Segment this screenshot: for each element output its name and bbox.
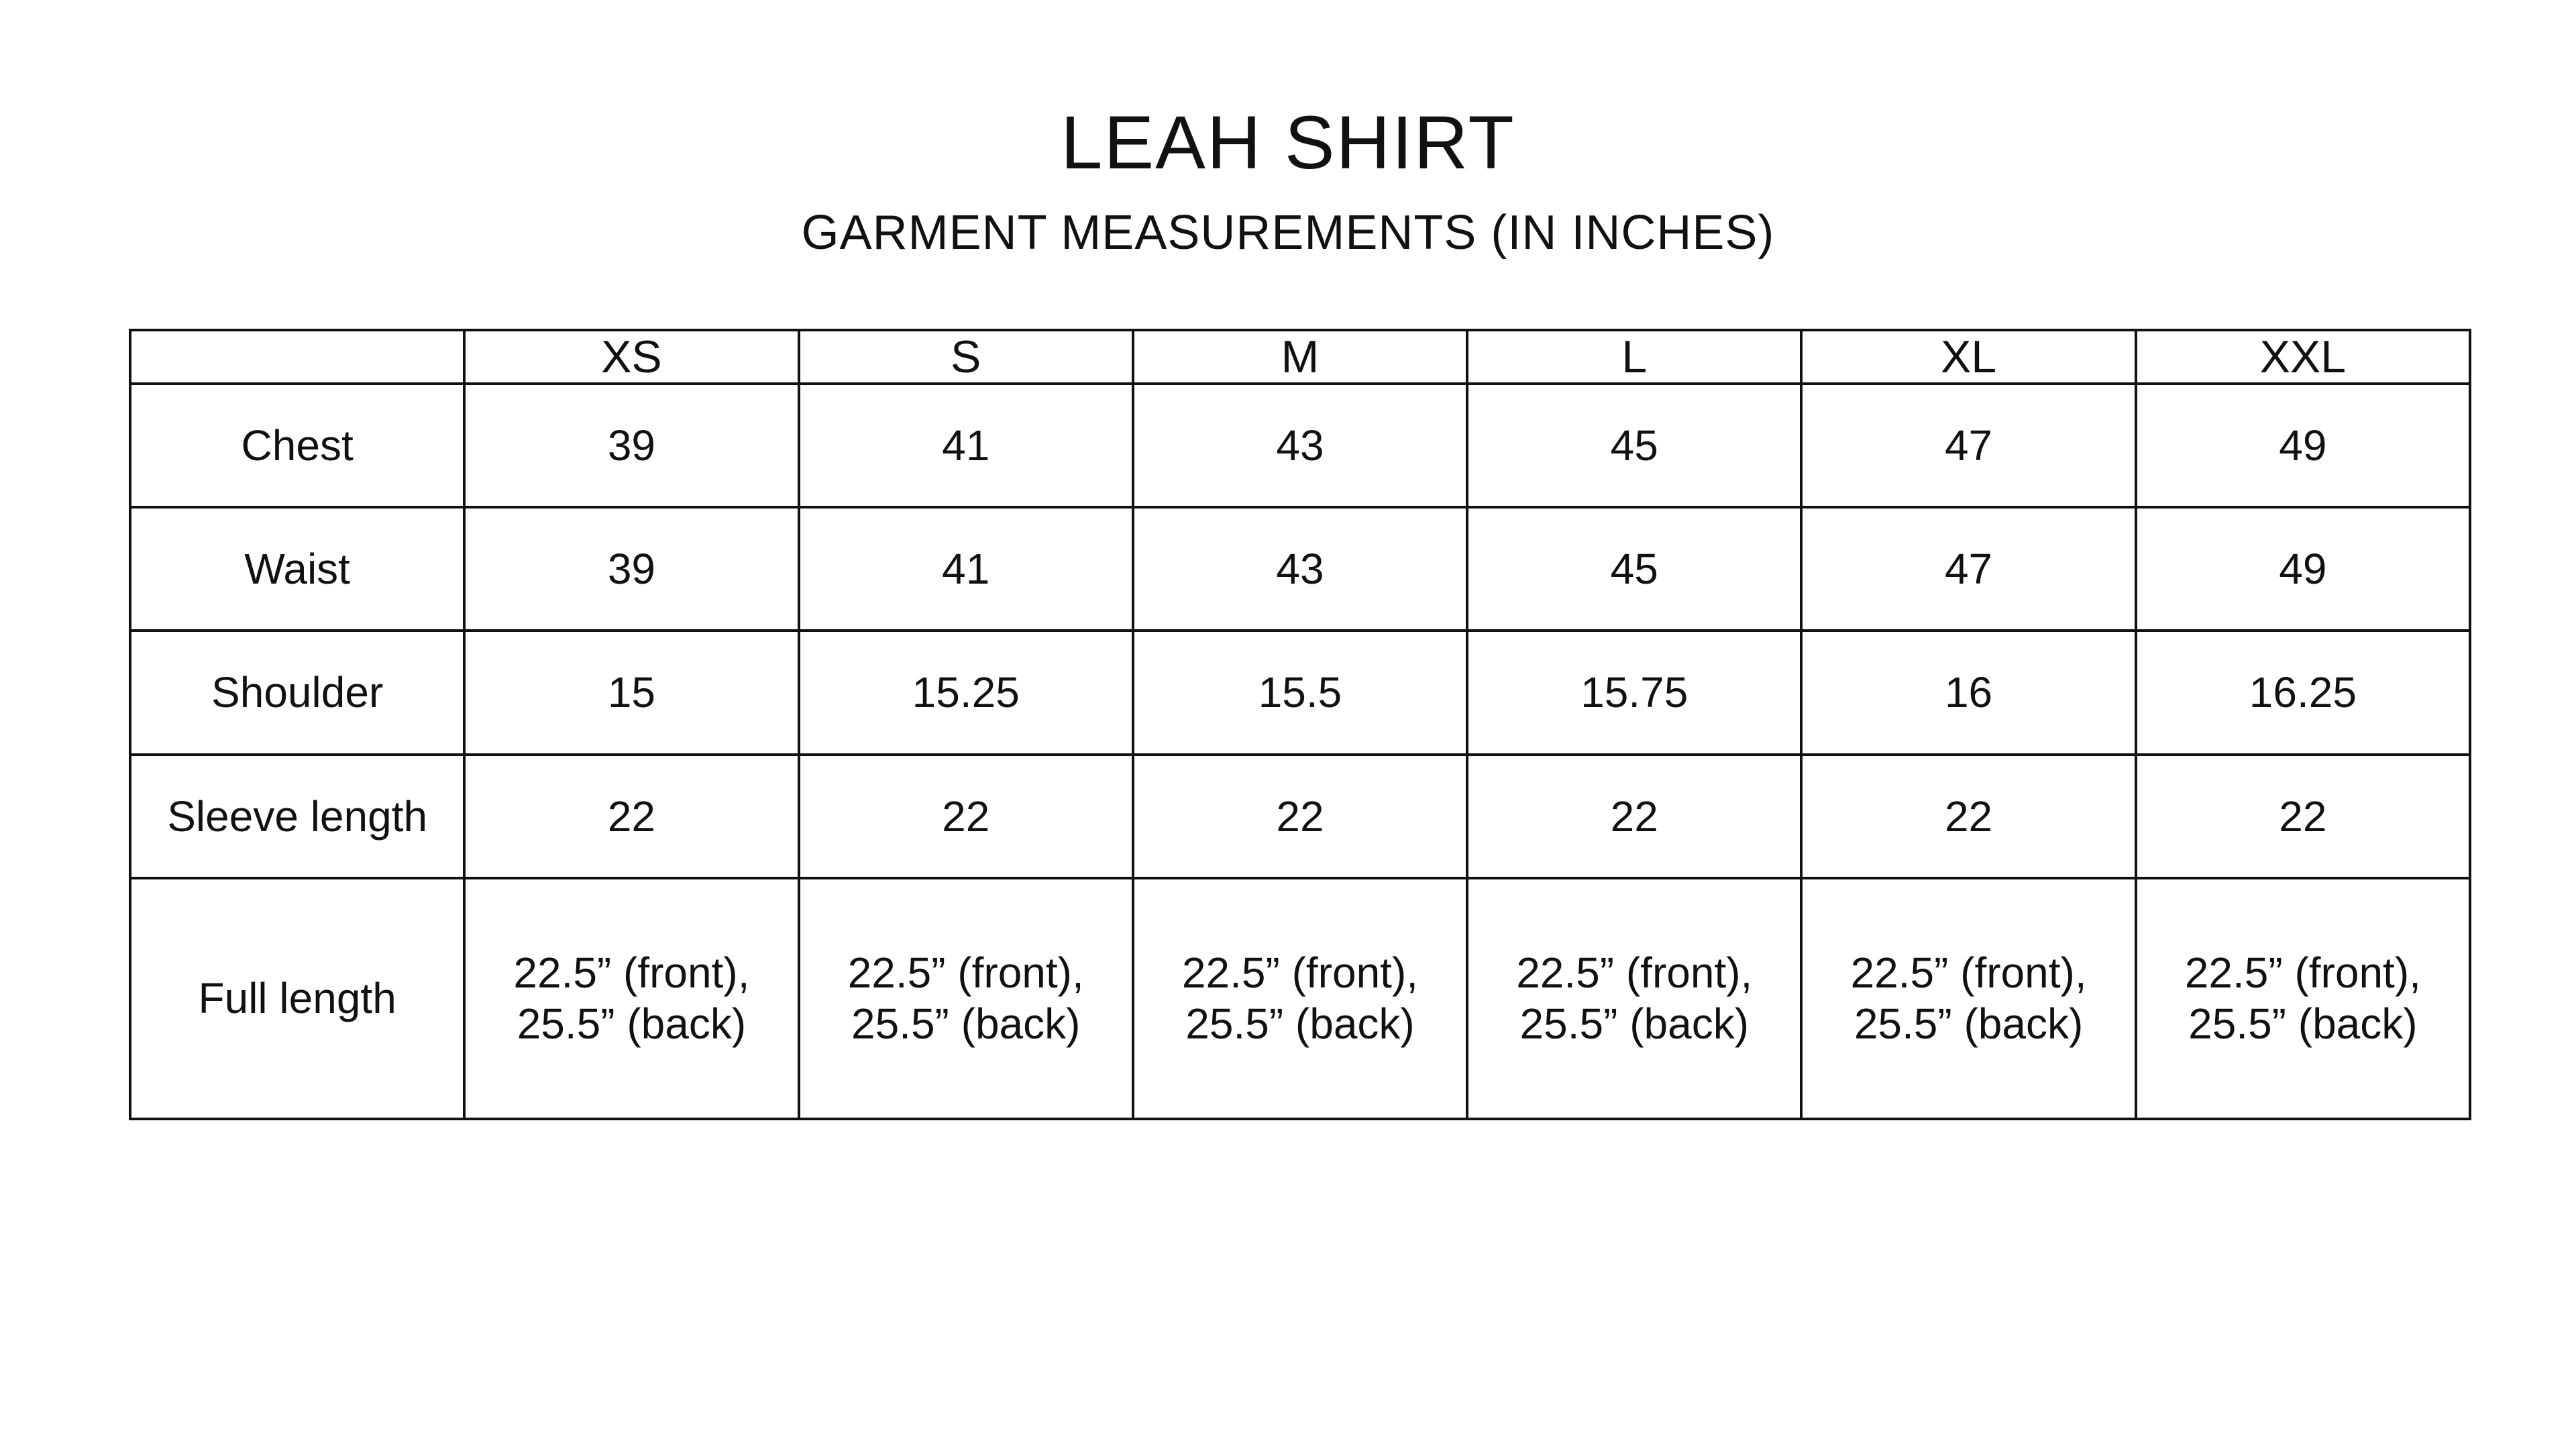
table-cell [1467, 878, 1801, 1119]
table-row-waist [130, 507, 2470, 631]
header-size-xs: XS [464, 330, 798, 384]
table-cell: 45 [1467, 507, 1801, 631]
table-cell: 16.25 [2136, 631, 2470, 754]
page-subtitle: GARMENT MEASUREMENTS (IN INCHES) [801, 206, 1775, 260]
row-label-waist: Waist [130, 507, 464, 631]
table-cell: 15 [464, 631, 798, 754]
table-cell [1133, 878, 1467, 1119]
full-length-front: 22.5” (front), [513, 949, 750, 998]
table-cell: 22 [799, 755, 1133, 878]
table-cell: 43 [1133, 384, 1467, 507]
table-cell: 39 [464, 507, 798, 631]
full-length-back: 25.5” (back) [1185, 1000, 1415, 1049]
row-label-chest: Chest [130, 384, 464, 507]
full-length-back: 25.5” (back) [851, 1000, 1081, 1049]
table-cell [2136, 878, 2470, 1119]
header-size-l: L [1467, 330, 1801, 384]
header-size-s: S [799, 330, 1133, 384]
table-cell [1801, 878, 2135, 1119]
table-cell: 41 [799, 384, 1133, 507]
table-cell: 22 [1467, 755, 1801, 878]
table-cell: 15.25 [799, 631, 1133, 754]
table-cell [464, 878, 798, 1119]
table-cell: 22 [464, 755, 798, 878]
header-size-xxl: XXL [2136, 330, 2470, 384]
full-length-front: 22.5” (front), [1181, 949, 1419, 998]
table-row-shoulder [130, 631, 2470, 754]
table-cell: 22 [2136, 755, 2470, 878]
table-header-row [130, 330, 2470, 384]
full-length-back: 25.5” (back) [517, 1000, 747, 1049]
table-cell: 22 [1133, 755, 1467, 878]
table-cell: 45 [1467, 384, 1801, 507]
full-length-back: 25.5” (back) [1519, 1000, 1749, 1049]
row-label-shoulder: Shoulder [130, 631, 464, 754]
table-cell: 49 [2136, 507, 2470, 631]
table-row-chest [130, 384, 2470, 507]
table-cell: 41 [799, 507, 1133, 631]
table-row-sleeve-length [130, 755, 2470, 878]
table-cell [799, 878, 1133, 1119]
full-length-front: 22.5” (front), [1516, 949, 1753, 998]
header-size-xl: XL [1801, 330, 2135, 384]
row-label-full-length: Full length [130, 878, 464, 1119]
full-length-front: 22.5” (front), [847, 949, 1084, 998]
table-cell: 22 [1801, 755, 2135, 878]
table-cell: 49 [2136, 384, 2470, 507]
table-cell: 15.75 [1467, 631, 1801, 754]
row-label-sleeve-length: Sleeve length [130, 755, 464, 878]
table-row-full-length [130, 878, 2470, 1119]
table-cell: 16 [1801, 631, 2135, 754]
full-length-front: 22.5” (front), [1850, 949, 2087, 998]
table-cell: 47 [1801, 384, 2135, 507]
header-size-m: M [1133, 330, 1467, 384]
full-length-back: 25.5” (back) [2188, 1000, 2418, 1049]
table-cell: 15.5 [1133, 631, 1467, 754]
header-corner-cell [130, 330, 464, 384]
table-cell: 39 [464, 384, 798, 507]
full-length-back: 25.5” (back) [1854, 1000, 2084, 1049]
full-length-front: 22.5” (front), [2184, 949, 2421, 998]
table-cell: 43 [1133, 507, 1467, 631]
size-chart-table [129, 329, 2471, 1120]
page-title: LEAH SHIRT [1061, 101, 1515, 184]
table-cell: 47 [1801, 507, 2135, 631]
